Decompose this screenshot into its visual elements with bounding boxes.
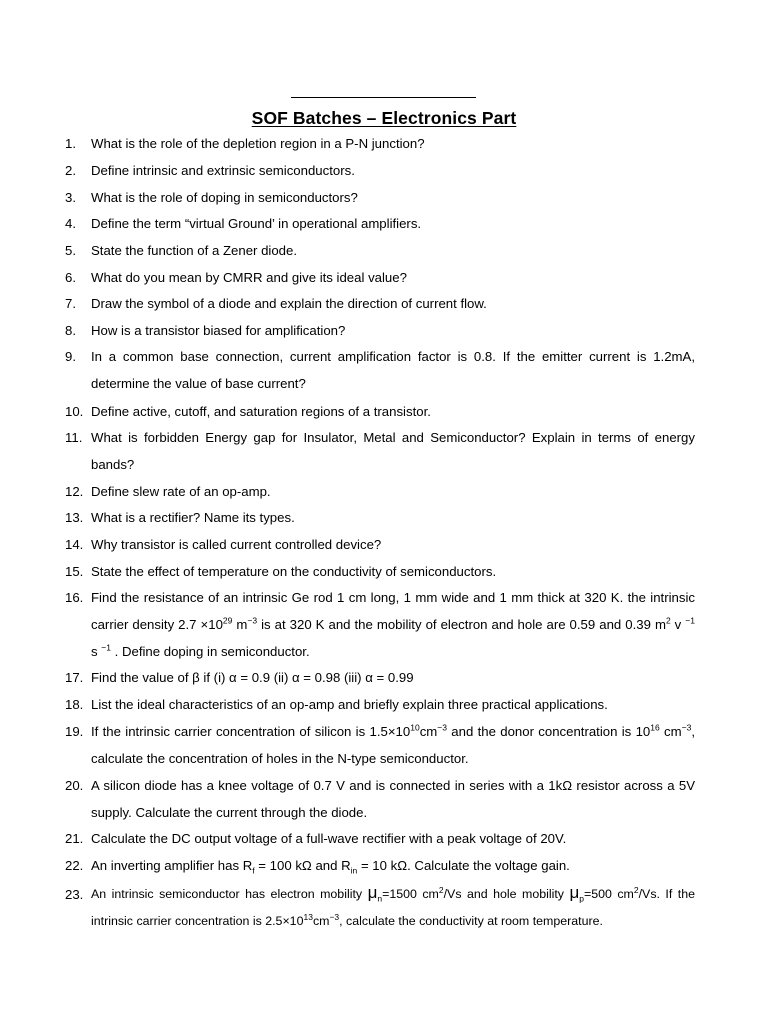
question-20 xyxy=(65,772,695,826)
question-number: 18. xyxy=(65,697,84,712)
question-text: An intrinsic semiconductor has electron mobility $\mu_n=1500$ $cm^2/Vs$ and hole mobility $\mu_p=500$ $cm^2/Vs$. If the intrinsic carrier concentration is $2.5\times 10^{13}cm^{-3}$, calculate the conductivity at room temperature. xyxy=(91,883,695,928)
question-number: 10. xyxy=(65,404,84,419)
question-number: 21. xyxy=(65,831,84,846)
document-title: SOF Batches – Electronics Part xyxy=(251,108,517,128)
question-4 xyxy=(65,210,695,237)
question-12 xyxy=(65,478,695,505)
question-number: 23. xyxy=(65,887,84,902)
question-text: Find the value of β if (i) α = 0.9 (ii) α = 0.98 (iii) α = 0.99 xyxy=(91,670,414,685)
question-19 xyxy=(65,718,695,772)
question-number: 3. xyxy=(65,190,76,205)
question-text: If the intrinsic carrier concentration of silicon is $1.5\times 10^{10}cm^{-3}$ and the donor concentration is $10^{16}$ $cm^{-3}$, calculate the concentration of holes in the N-type semiconductor. xyxy=(91,722,695,766)
question-11 xyxy=(65,424,695,478)
question-8 xyxy=(65,317,695,344)
question-13 xyxy=(65,504,695,531)
question-18 xyxy=(65,691,695,718)
question-text: Calculate the DC output voltage of a full-wave rectifier with a peak voltage of 20V. xyxy=(91,831,567,846)
question-text: What is the role of doping in semiconductors? xyxy=(91,190,358,205)
question-number: 5. xyxy=(65,243,76,258)
question-21 xyxy=(65,825,695,852)
question-number: 1. xyxy=(65,136,76,151)
question-15 xyxy=(65,558,695,585)
question-text: Find the resistance of an intrinsic Ge rod 1 cm long, 1 mm wide and 1 mm thick at 320 K. the intrinsic carrier density $2.7 \times 10^{29}$ $m^{-3}$ is at 320 K and the mobility of electron and hole are 0.59 and 0.39 $m^2$ v $^{-1}$ s $^{-1}$ . Define doping in semiconductor. xyxy=(91,590,695,659)
question-22 xyxy=(65,852,695,879)
question-text: Why transistor is called current controlled device? xyxy=(91,537,382,552)
question-17 xyxy=(65,664,695,691)
question-number: 7. xyxy=(65,296,76,311)
question-number: 17. xyxy=(65,670,84,685)
question-text: Define active, cutoff, and saturation regions of a transistor. xyxy=(91,404,431,419)
question-number: 19. xyxy=(65,724,84,739)
question-6 xyxy=(65,264,695,291)
question-number: 6. xyxy=(65,270,76,285)
question-text: An inverting amplifier has $R_f = 100$ kΩ and $R_{in} = 10$ kΩ. Calculate the voltage gain. xyxy=(91,858,570,876)
question-text: What is forbidden Energy gap for Insulator, Metal and Semiconductor? Explain in terms of energy bands? xyxy=(91,430,695,472)
question-9 xyxy=(65,343,695,397)
question-number: 11. xyxy=(65,430,83,445)
question-text: Define slew rate of an op-amp. xyxy=(91,484,271,499)
question-text: A silicon diode has a knee voltage of 0.7 V and is connected in series with a 1kΩ resistor across a 5V supply. Calculate the current through the diode. xyxy=(91,778,695,820)
question-text: Draw the symbol of a diode and explain the direction of current flow. xyxy=(91,296,487,311)
question-2 xyxy=(65,157,695,184)
question-1 xyxy=(65,130,695,157)
question-number: 14. xyxy=(65,537,84,552)
question-5 xyxy=(65,237,695,264)
question-number: 22. xyxy=(65,858,84,873)
question-number: 13. xyxy=(65,510,84,525)
question-text: Define intrinsic and extrinsic semiconductors. xyxy=(91,163,355,178)
question-text: What is a rectifier? Name its types. xyxy=(91,510,295,525)
question-text: What do you mean by CMRR and give its ideal value? xyxy=(91,270,407,285)
question-number: 20. xyxy=(65,778,84,793)
question-number: 2. xyxy=(65,163,76,178)
question-number: 15. xyxy=(65,564,84,579)
top-rule xyxy=(291,97,476,98)
question-number: 4. xyxy=(65,216,76,231)
question-16 xyxy=(65,584,695,665)
question-number: 12. xyxy=(65,484,84,499)
question-text: What is the role of the depletion region in a P-N junction? xyxy=(91,136,425,151)
question-3 xyxy=(65,184,695,211)
question-text: State the effect of temperature on the conductivity of semiconductors. xyxy=(91,564,497,579)
question-text: State the function of a Zener diode. xyxy=(91,243,298,258)
question-10 xyxy=(65,398,695,425)
question-23 xyxy=(65,881,695,935)
question-number: 8. xyxy=(65,323,76,338)
question-7 xyxy=(65,290,695,317)
question-number: 9. xyxy=(65,349,76,364)
question-text: List the ideal characteristics of an op-amp and briefly explain three practical applications. xyxy=(91,697,608,712)
question-number: 16. xyxy=(65,590,84,605)
question-text: How is a transistor biased for amplification? xyxy=(91,323,346,338)
question-text: In a common base connection, current amplification factor is 0.8. If the emitter current is 1.2mA, determine the value of base current? xyxy=(91,349,695,391)
question-14 xyxy=(65,531,695,558)
question-text: Define the term “virtual Ground’ in operational amplifiers. xyxy=(91,216,422,231)
